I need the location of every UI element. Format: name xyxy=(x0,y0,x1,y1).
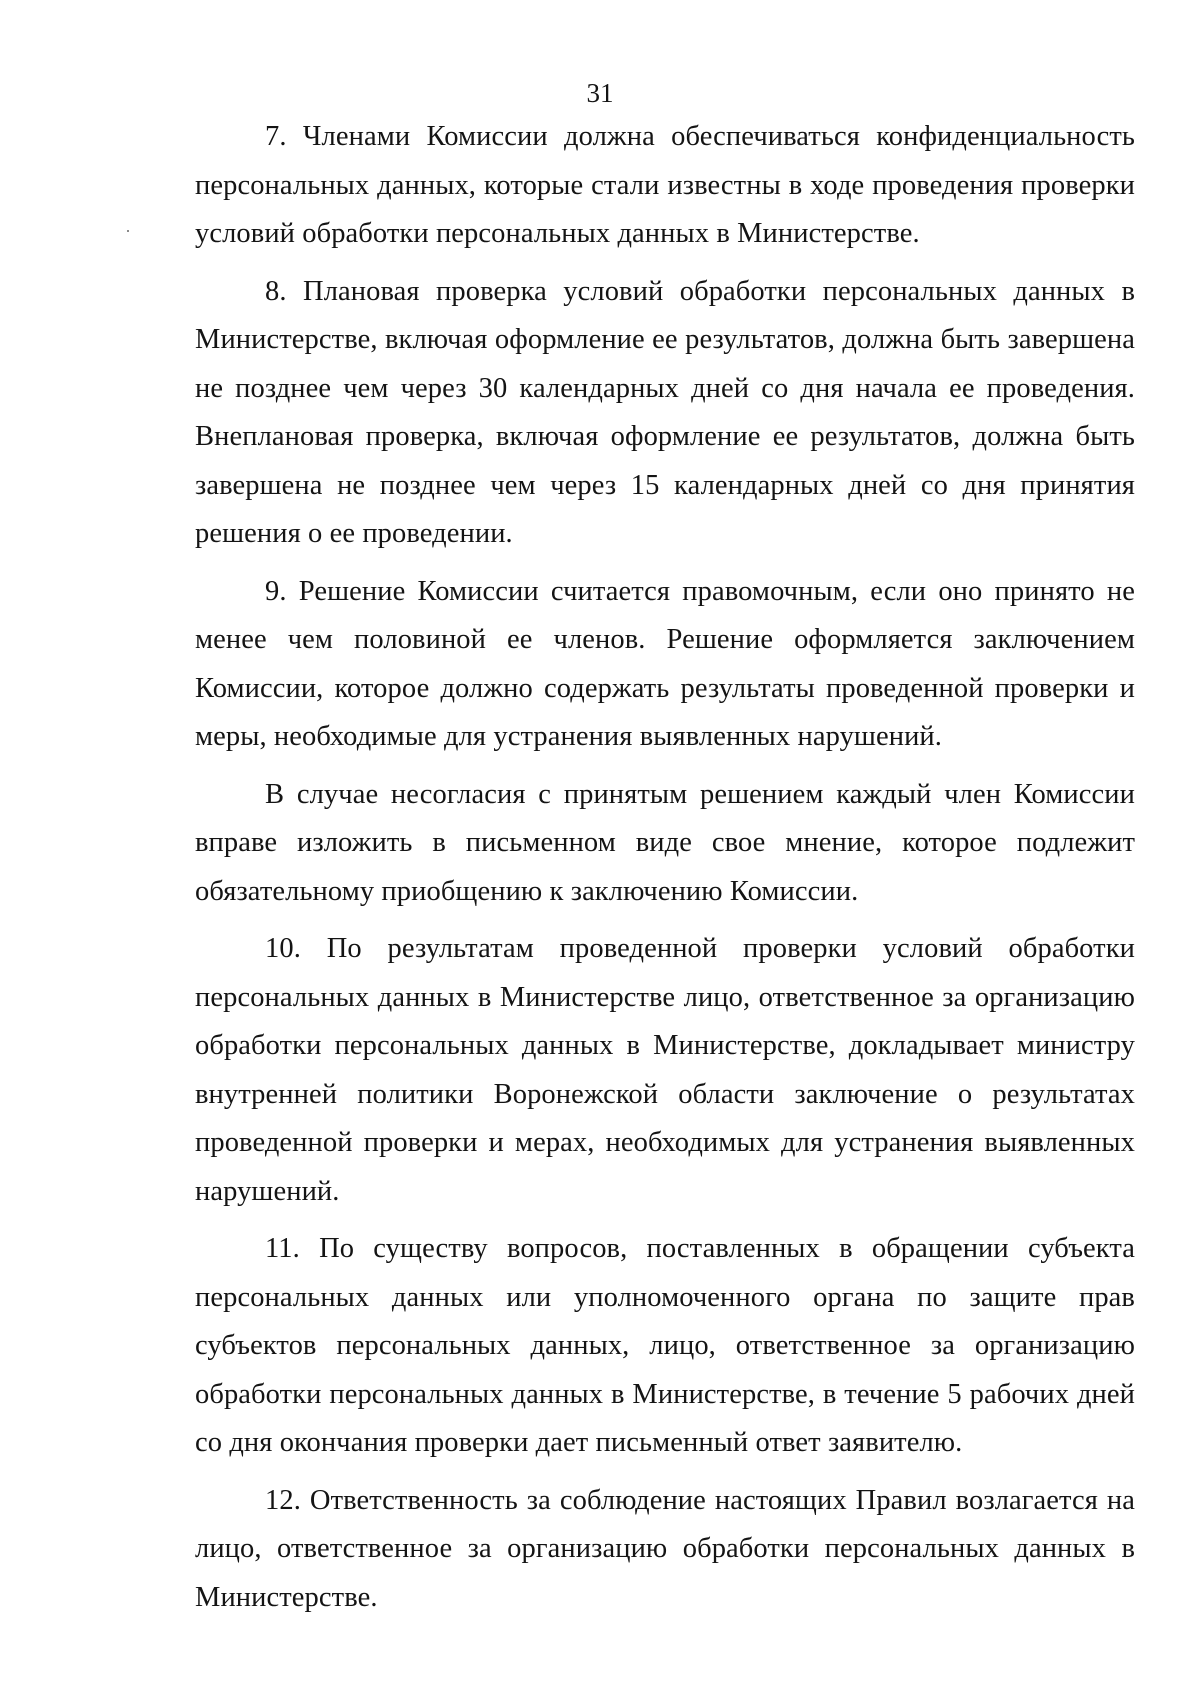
paragraph-9-dissent: В случае несогласия с принятым решением каждый член Комиссии вправе изложить в письменном виде свое мнение, которое подлежит обязательному приобщению к заключению Комиссии. xyxy=(195,778,1135,907)
page-number: 31 xyxy=(586,78,614,108)
paragraph-12: 12. Ответственность за соблюдение настоящих Правил возлагается на лицо, ответственное за организацию обработки персональных данных в Министерстве. xyxy=(195,1484,1135,1613)
paragraph-7: 7. Членами Комиссии должна обеспечиваться конфиденциальность персональных данных, которые стали известны в ходе проведения проверки условий обработки персональных данных в Министерстве. xyxy=(195,121,1135,249)
paragraph-11: 11. По существу вопросов, поставленных в обращении субъекта персональных данных или уполномоченного органа по защите прав субъектов персональных данных, лицо, ответственное за организацию обработки персональных данных в Министерстве, в течение 5 рабочих дней со дня окончания проверки дает письменный ответ заявителю. xyxy=(195,1233,1135,1458)
paragraph-8: 8. Плановая проверка условий обработки персональных данных в Министерстве, включая оформление ее результатов, должна быть завершена не позднее чем через 30 календарных дней со дня начала ее проведения. Внеплановая проверка, включая оформление ее результатов, должна быть завершена не позднее чем через 15 календарных дней со дня принятия решения о ее проведении. xyxy=(195,275,1135,549)
scan-speck xyxy=(127,230,129,232)
paragraph-10: 10. По результатам проведенной проверки условий обработки персональных данных в Министерстве лицо, ответственное за организацию обработки персональных данных в Министерстве, докладывает министру внутренней политики Воронежской области заключение о результатах проведенной проверки и мерах, необходимых для устранения выявленных нарушений. xyxy=(195,933,1135,1207)
document-body xyxy=(195,113,1135,1631)
paragraph-9: 9. Решение Комиссии считается правомочным, если оно принято не менее чем половиной ее членов. Решение оформляется заключением Комиссии, которое должно содержать результаты проведенной проверки и меры, необходимые для устранения выявленных нарушений. xyxy=(195,575,1135,752)
